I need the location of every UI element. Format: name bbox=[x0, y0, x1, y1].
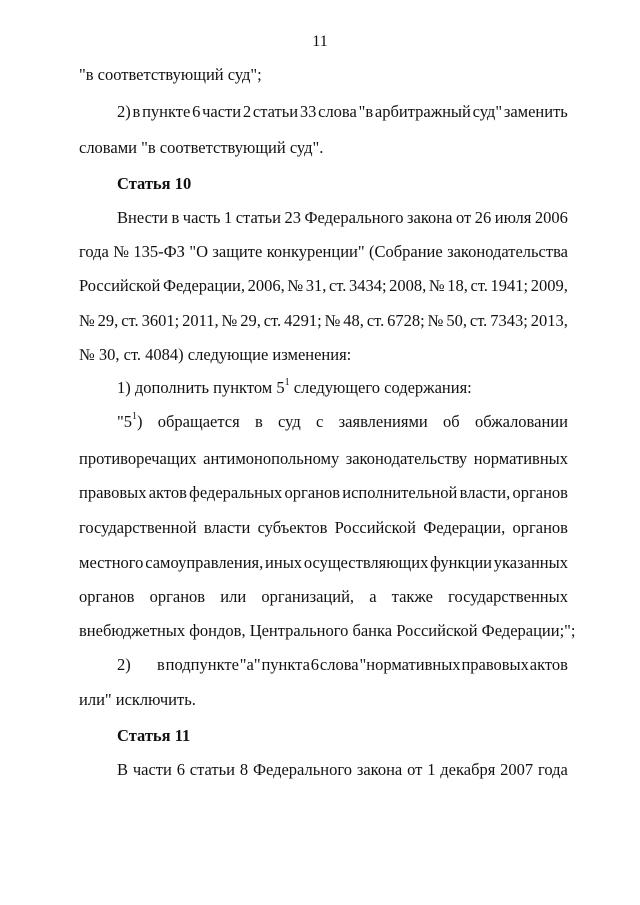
word: 2011, bbox=[182, 311, 219, 330]
word: актов bbox=[148, 483, 187, 502]
text-fragment: 1) дополнить пунктом 5 bbox=[117, 378, 285, 397]
word: № bbox=[324, 311, 341, 330]
word: 1941; bbox=[490, 276, 529, 295]
word: субъектов bbox=[257, 518, 328, 537]
word: года bbox=[79, 242, 109, 261]
word: "в bbox=[358, 102, 374, 121]
word: Федерального bbox=[252, 760, 352, 779]
word: 6 bbox=[310, 655, 320, 674]
word: местного bbox=[79, 553, 144, 572]
word: обращается bbox=[157, 412, 240, 431]
text-line bbox=[117, 412, 568, 432]
word: в bbox=[157, 655, 165, 674]
superscript: 1 bbox=[284, 376, 290, 388]
word: статьи bbox=[235, 208, 281, 227]
text-line bbox=[117, 102, 568, 122]
word: суд" bbox=[472, 102, 503, 121]
word: июля bbox=[494, 208, 532, 227]
word: иных bbox=[265, 553, 303, 572]
text-line: № 30, ст. 4084) следующие изменения: bbox=[79, 345, 352, 364]
word: в bbox=[254, 412, 263, 431]
word: 2) bbox=[117, 102, 131, 121]
text-line: "в соответствующий суд"; bbox=[79, 65, 262, 84]
word: (Собрание bbox=[369, 242, 443, 261]
word: органов bbox=[284, 483, 341, 502]
word: Федерального bbox=[304, 208, 404, 227]
word: ст. bbox=[121, 311, 139, 330]
word: статьи bbox=[189, 760, 235, 779]
text-line bbox=[117, 378, 472, 398]
word: Федерации, bbox=[423, 518, 506, 537]
word: 1 bbox=[427, 760, 436, 779]
text-fragment: следующего содержания: bbox=[289, 378, 472, 397]
word: функции bbox=[430, 553, 492, 572]
word: актов bbox=[529, 655, 568, 674]
word: закона bbox=[356, 760, 403, 779]
word: также bbox=[391, 587, 433, 606]
word: 31, bbox=[305, 276, 327, 295]
word: ст. bbox=[469, 311, 488, 330]
word: года bbox=[538, 760, 568, 779]
word: 26 bbox=[474, 208, 492, 227]
word: законодательства bbox=[447, 242, 568, 261]
word: ст. bbox=[366, 311, 385, 330]
word: декабря bbox=[440, 760, 496, 779]
word: заменить bbox=[503, 102, 568, 121]
word: органов bbox=[149, 587, 206, 606]
word: 50, bbox=[446, 311, 467, 330]
word: 4291; bbox=[284, 311, 322, 330]
word: "а" bbox=[239, 655, 261, 674]
word: государственных bbox=[448, 587, 568, 606]
word: 29, bbox=[97, 311, 119, 330]
word: суд bbox=[278, 412, 301, 431]
word: 6 bbox=[192, 102, 201, 121]
word: 6 bbox=[176, 760, 185, 779]
word: в bbox=[132, 102, 141, 121]
text-line bbox=[79, 311, 568, 331]
word: осуществляющих bbox=[303, 553, 429, 572]
word: "О bbox=[189, 242, 208, 261]
word: 29, bbox=[240, 311, 261, 330]
word: статьи bbox=[252, 102, 299, 121]
superscript: 1 bbox=[132, 410, 137, 422]
word: противоречащих bbox=[79, 449, 197, 468]
word: № bbox=[113, 242, 129, 261]
word: власти bbox=[203, 518, 251, 537]
word: пункта bbox=[261, 655, 310, 674]
article-heading: Статья 10 bbox=[117, 174, 192, 193]
word: № bbox=[287, 276, 304, 295]
word: № bbox=[79, 311, 95, 330]
word: части bbox=[132, 760, 172, 779]
word: антимонопольному bbox=[203, 449, 340, 468]
text-line bbox=[79, 518, 568, 538]
text-line bbox=[117, 760, 568, 780]
word: 2007 bbox=[500, 760, 534, 779]
word: власти, bbox=[459, 483, 511, 502]
word: № bbox=[428, 276, 445, 295]
word: 2008, bbox=[389, 276, 427, 295]
word: государственной bbox=[79, 518, 197, 537]
word: Российской bbox=[79, 276, 161, 295]
word: 135-ФЗ bbox=[133, 242, 185, 261]
word: слова bbox=[319, 655, 359, 674]
text-line bbox=[117, 208, 568, 228]
word: ст. bbox=[470, 276, 488, 295]
word: 2009, bbox=[530, 276, 568, 295]
word: части bbox=[202, 102, 242, 121]
article-heading: Статья 11 bbox=[117, 726, 191, 745]
word: слова bbox=[318, 102, 357, 121]
word: указанных bbox=[493, 553, 568, 572]
word: ст. bbox=[328, 276, 347, 295]
word: 3434; bbox=[348, 276, 387, 295]
word: 6728; bbox=[387, 311, 425, 330]
word: ст. bbox=[263, 311, 282, 330]
word: в bbox=[171, 208, 180, 227]
word: Внести bbox=[117, 208, 168, 227]
word: органов bbox=[79, 587, 135, 606]
word: федеральных bbox=[189, 483, 283, 502]
word: правовых bbox=[461, 655, 529, 674]
word: правовых bbox=[79, 483, 147, 502]
word: от bbox=[407, 760, 423, 779]
word: 2013, bbox=[530, 311, 568, 330]
word: 18, bbox=[447, 276, 468, 295]
word: 23 bbox=[284, 208, 301, 227]
word: 33 bbox=[299, 102, 317, 121]
word: 2006 bbox=[534, 208, 568, 227]
word: 2006, bbox=[247, 276, 285, 295]
word: организаций, bbox=[261, 587, 355, 606]
text-line bbox=[79, 276, 568, 296]
text-line bbox=[79, 242, 568, 262]
word: 3601; bbox=[141, 311, 180, 330]
word: от bbox=[455, 208, 472, 227]
word: № bbox=[221, 311, 238, 330]
text-line: 2) bbox=[117, 655, 131, 674]
word: исполнительной bbox=[342, 483, 458, 502]
word: законодательству bbox=[345, 449, 468, 468]
text-line: внебюджетных фондов, Центрального банка Российской Федерации;"; bbox=[79, 621, 576, 640]
word: самоуправления, bbox=[145, 553, 264, 572]
word: с bbox=[316, 412, 324, 431]
text-line bbox=[79, 553, 568, 573]
text-line bbox=[79, 449, 568, 469]
word: конкуренции" bbox=[266, 242, 365, 261]
word: органов bbox=[512, 483, 568, 502]
word: "нормативных bbox=[359, 655, 461, 674]
word: заявлениями bbox=[338, 412, 428, 431]
word: 1 bbox=[223, 208, 233, 227]
word: 2 bbox=[242, 102, 252, 121]
word: В bbox=[117, 760, 129, 779]
word: часть bbox=[182, 208, 221, 227]
word: пункте bbox=[142, 102, 191, 121]
word: Российской bbox=[334, 518, 416, 537]
text-line bbox=[79, 587, 568, 607]
word: подпункте bbox=[165, 655, 239, 674]
word: № bbox=[427, 311, 444, 330]
text-line bbox=[79, 483, 568, 503]
word: защите bbox=[212, 242, 263, 261]
text-line: или" исключить. bbox=[79, 690, 196, 709]
word: 8 bbox=[239, 760, 249, 779]
word: нормативных bbox=[473, 449, 568, 468]
word: обжаловании bbox=[474, 412, 568, 431]
word: закона bbox=[407, 208, 453, 227]
page-number: 11 bbox=[312, 33, 328, 50]
text-line bbox=[157, 655, 568, 675]
word: Федерации, bbox=[162, 276, 245, 295]
word: а bbox=[369, 587, 377, 606]
word: арбитражный bbox=[374, 102, 471, 121]
word: 7343; bbox=[490, 311, 528, 330]
word: 48, bbox=[343, 311, 364, 330]
text-fragment: "$5^1$) bbox=[117, 410, 143, 431]
word: или bbox=[220, 587, 247, 606]
text-line: словами "в соответствующий суд". bbox=[79, 138, 324, 157]
word: об bbox=[443, 412, 460, 431]
word: органов bbox=[512, 518, 568, 537]
